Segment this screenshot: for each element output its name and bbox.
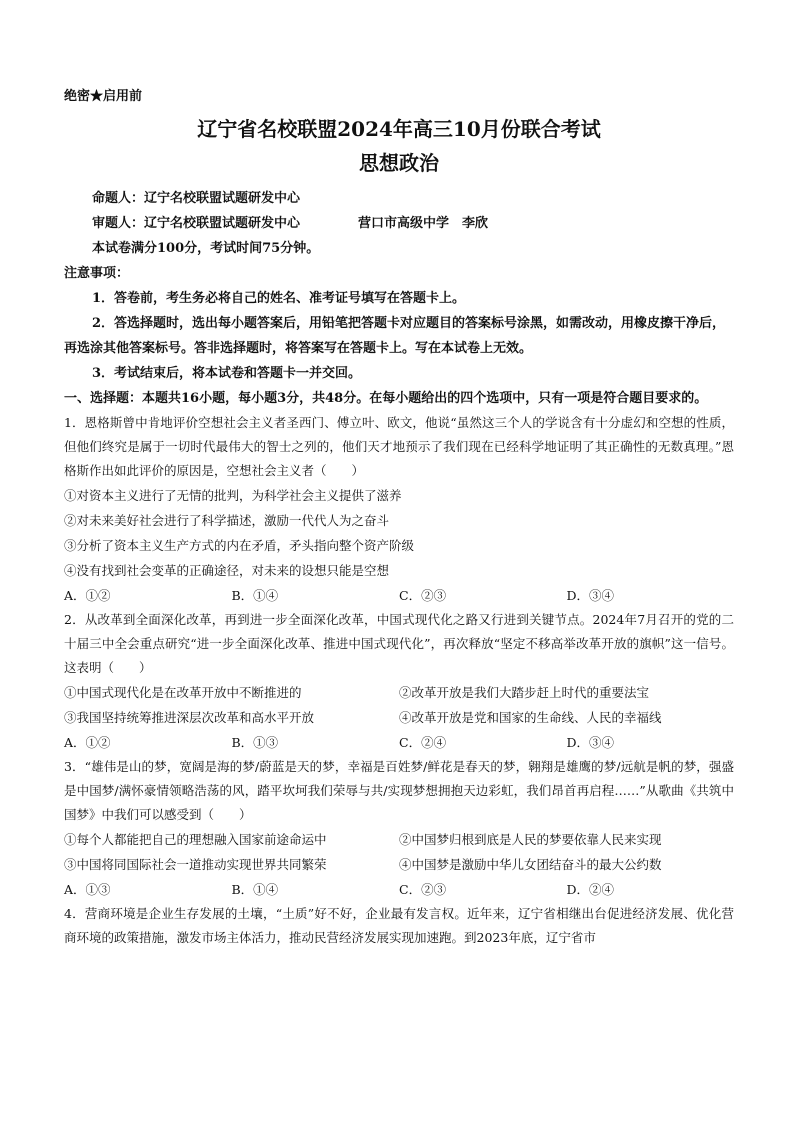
q1-option-4: ④没有找到社会变革的正确途径，对未来的设想只能是空想 — [64, 563, 390, 578]
q3-option-1: ①每个人都能把自己的理想融入国家前途命运中 — [64, 832, 327, 847]
q1-option-1: ①对资本主义进行了无情的批判，为科学社会主义提供了滋养 — [64, 488, 402, 503]
q3-option-3: ③中国将同国际社会一道推动实现世界共同繁荣 — [64, 857, 327, 872]
q2-option-4: ④改革开放是党和国家的生命线、人民的幸福线 — [399, 710, 662, 725]
q3-answer-b: B．①④ — [231, 882, 279, 897]
reviewer-line — [64, 211, 734, 236]
question-4-stem: 4．营商环境是企业生存发展的土壤，“土质”好不好，企业最有发言权。近年来，辽宁省相继出台促进经济发展、优化营商环境的政策措施，激发市场主体活力，推动民营经济发展实现加速跑。到2023年底，辽宁省市 — [64, 906, 734, 945]
q3-option-2: ②中国梦归根到底是人民的梦要依靠人民来实现 — [399, 832, 662, 847]
question-3-stem: 3．“雄伟是山的梦，宽阔是海的梦/蔚蓝是天的梦，幸福是百姓梦/鲜花是春天的梦，翱翔是雄鹰的梦/远航是帆的梦，强盛是中国梦/满怀豪情领略浩荡的风，踏平坎坷我们荣辱与共/实现梦想拥抱天边彩虹，我们昂首再启程……”从歌曲《共筑中国梦》中我们可以感受到（ ） — [64, 759, 734, 822]
exam-title: 辽宁省名校联盟2024年高三10月份联合考试 — [197, 117, 601, 141]
q3-options-row-1 — [64, 827, 734, 852]
reviewer-text: 审题人：辽宁名校联盟试题研发中心 — [92, 216, 301, 231]
score-time-line: 本试卷满分100分，考试时间75分钟。 — [92, 241, 320, 256]
reviewer-second: 营口市高级中学 李欣 — [358, 216, 489, 231]
section-heading: 一、选择题：本题共16小题，每小题3分，共48分。在每小题给出的四个选项中，只有一项是符合题目要求的。 — [64, 391, 708, 406]
notice-item: 2．答选择题时，选出每小题答案后，用铅笔把答题卡对应题目的答案标号涂黑，如需改动，用橡皮擦干净后，再选涂其他答案标号。答非选择题时，将答案写在答题卡上。写在本试卷上无效。 — [64, 316, 726, 356]
q2-option-1: ①中国式现代化是在改革开放中不断推进的 — [64, 685, 302, 700]
q2-answer-d: D．③④ — [566, 735, 615, 750]
q3-answer-d: D．②④ — [566, 882, 615, 897]
notice-item: 1．答卷前，考生务必将自己的姓名、准考证号填写在答题卡上。 — [92, 291, 466, 306]
q2-option-2: ②改革开放是我们大踏步赶上时代的重要法宝 — [399, 685, 650, 700]
q1-option-3: ③分析了资本主义生产方式的内在矛盾，矛头指向整个资产阶级 — [64, 538, 415, 553]
q2-option-3: ③我国坚持统筹推进深层次改革和高水平开放 — [64, 710, 315, 725]
q1-answer-d: D．③④ — [566, 588, 615, 603]
q1-answer-a: A．①② — [64, 588, 111, 603]
q3-option-4: ④中国梦是激励中华儿女团结奋斗的最大公约数 — [399, 857, 662, 872]
subject-title: 思想政治 — [359, 151, 439, 175]
question-1-stem: 1．恩格斯曾中肯地评价空想社会主义者圣西门、傅立叶、欧文，他说“虽然这三个人的学说含有十分虚幻和空想的性质，但他们终究是属于一切时代最伟大的智士之列的，他们天才地预示了我们现在已经科学地证明了其正确性的无数真理。”恩格斯作出如此评价的原因是，空想社会主义者（ ） — [64, 415, 734, 478]
q2-answer-b: B．①③ — [231, 735, 279, 750]
q1-answer-b: B．①④ — [231, 588, 279, 603]
q2-answers — [64, 730, 734, 755]
question-2-stem: 2．从改革到全面深化改革，再到进一步全面深化改革，中国式现代化之路又行进到关键节点。2024年7月召开的党的二十届三中全会重点研究“进一步全面深化改革、推进中国式现代化”，再次释放“坚定不移高举改革开放的旗帜”这一信号。这表明（ ） — [64, 612, 734, 675]
q1-answers — [64, 583, 734, 608]
author-line: 命题人：辽宁名校联盟试题研发中心 — [92, 191, 301, 206]
q2-answer-c: C．②④ — [399, 735, 447, 750]
q2-answer-a: A．①② — [64, 735, 111, 750]
q1-answer-c: C．②③ — [399, 588, 447, 603]
q2-options-row-2 — [64, 705, 734, 730]
confidential-mark: 绝密★启用前 — [64, 89, 143, 104]
notice-heading: 注意事项： — [64, 266, 130, 281]
q3-answer-c: C．②③ — [399, 882, 447, 897]
q1-option-2: ②对未来美好社会进行了科学描述，激励一代代人为之奋斗 — [64, 513, 390, 528]
notice-item: 3．考试结束后，将本试卷和答题卡一并交回。 — [92, 366, 362, 381]
q3-answers — [64, 877, 734, 902]
q3-answer-a: A．①③ — [64, 882, 111, 897]
q3-options-row-2 — [64, 852, 734, 877]
q2-options-row-1 — [64, 680, 734, 705]
